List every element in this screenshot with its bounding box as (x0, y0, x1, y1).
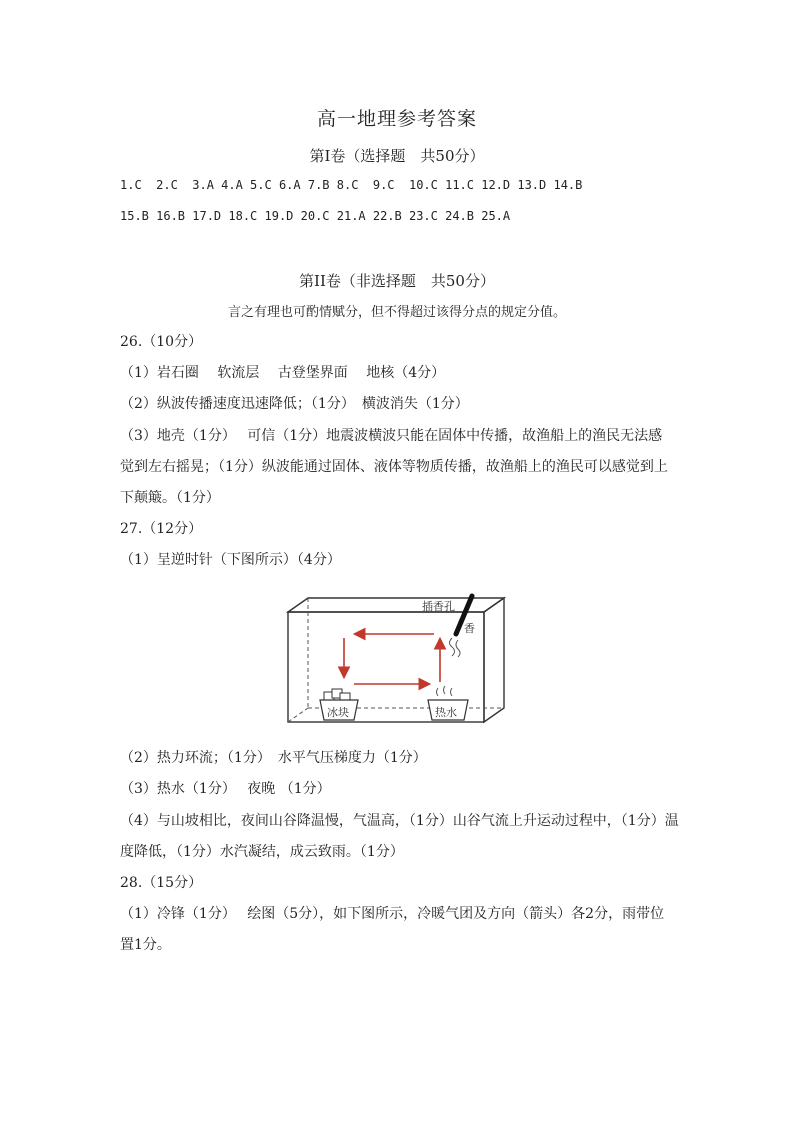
q27-answer-3: （3）热水（1分） 夜晚 （1分） (120, 781, 331, 797)
q27-answer-4a: （4）与山坡相比，夜间山谷降温慢，气温高，（1分）山谷气流上升运动过程中，（1分）温 (120, 813, 679, 829)
smoke-icon (450, 638, 461, 657)
q26-answer-3c: 下颠簸。（1分） (120, 490, 220, 506)
answers-row-2: 15.B 16.B 17.D 18.C 19.D 20.C 21.A 22.B 23.C 24.B 25.A (120, 209, 511, 223)
box-right (484, 598, 504, 722)
q27-heading: 27.（12分） (120, 521, 203, 537)
q26-answer-3a: （3）地壳（1分） 可信（1分）地震波横波只能在固体中传播，故渔船上的渔民无法感 (120, 428, 663, 444)
q26-answer-2: （2）纵波传播速度迅速降低；（1分） 横波消失（1分） (120, 396, 469, 412)
scoring-note: 言之有理也可酌情赋分，但不得超过该得分点的规定分值。 (227, 305, 566, 320)
page-title: 高一地理参考答案 (316, 108, 477, 130)
answers-row-1: 1.C 2.C 3.A 4.A 5.C 6.A 7.B 8.C 9.C 10.C 11.C 12.D 13.D 14.B (120, 178, 583, 192)
q27-answer-1: （1）呈逆时针（下图所示）（4分） (120, 552, 341, 568)
q28-answer-1b: 置1分。 (120, 937, 171, 953)
incense-hole-label: 插香孔 (422, 600, 455, 613)
thermal-circulation-figure (282, 592, 508, 728)
q27-answer-2: （2）热力环流；（1分） 水平气压梯度力（1分） (120, 750, 427, 766)
part1-heading: 第Ⅰ卷（选择题 共50分） (309, 147, 485, 165)
q28-answer-1a: （1）冷锋（1分） 绘图（5分），如下图所示，冷暖气团及方向（箭头）各2分，雨带位 (120, 906, 665, 922)
ice-label: 冰块 (327, 706, 349, 719)
q26-answer-1: （1）岩石圈 软流层 古登堡界面 地核（4分） (120, 365, 446, 381)
q28-heading: 28.（15分） (120, 875, 203, 891)
part2-heading: 第II卷（非选择题 共50分） (299, 272, 495, 290)
q26-answer-3b: 觉到左右摇晃；（1分）纵波能通过固体、液体等物质传播，故渔船上的渔民可以感觉到上 (120, 459, 668, 475)
hot-water-label: 热水 (435, 706, 457, 719)
q26-heading: 26.（10分） (120, 334, 203, 350)
incense-label: 香 (464, 622, 475, 635)
q27-answer-4b: 度降低，（1分）水汽凝结，成云致雨。（1分） (120, 844, 404, 860)
